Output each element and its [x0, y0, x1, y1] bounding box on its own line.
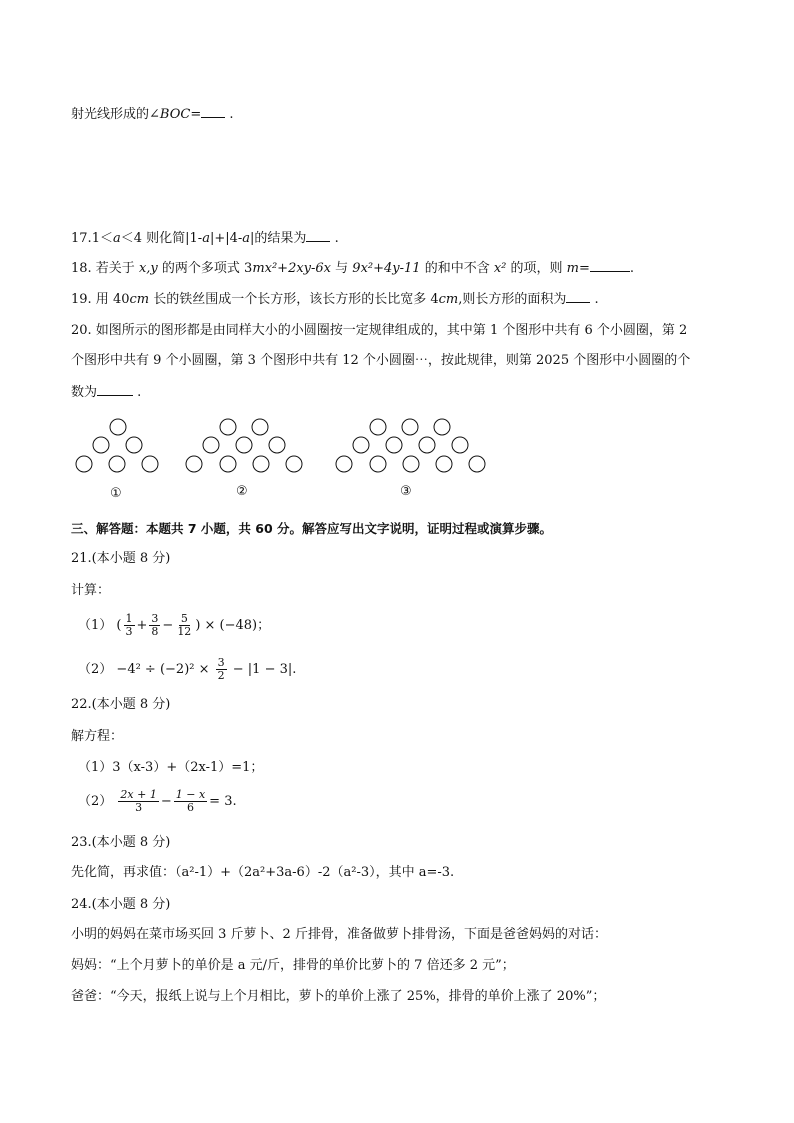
circle [370, 456, 386, 472]
denominator: 3 [125, 625, 133, 638]
circle [452, 437, 468, 453]
punct: . [232, 794, 237, 809]
question-17 [71, 229, 339, 248]
denominator: 2 [217, 669, 225, 682]
pattern-figure-3 [336, 419, 485, 499]
expr-a: −4² ÷ (−2)² × [116, 662, 214, 677]
fraction [216, 657, 227, 682]
answer-blank[interactable] [97, 383, 133, 396]
q18-term: x² [493, 261, 507, 276]
numerator: 1 [125, 612, 133, 625]
q22-title: 22.(本小题 8 分) [71, 697, 171, 712]
pattern-figure-1 [76, 419, 158, 501]
circle-pattern-figure [70, 415, 500, 505]
operator: + [136, 618, 148, 633]
q17-var3: a [242, 231, 251, 246]
circle [370, 419, 386, 435]
q21-intro: 计算： [71, 583, 111, 598]
q22-intro: 解方程： [71, 729, 124, 744]
q19-pre: 19. 用 40 [71, 292, 130, 307]
question-20-line-3 [71, 383, 141, 402]
circle [402, 419, 418, 435]
circle [286, 456, 302, 472]
part-label: （1） [78, 618, 113, 633]
fraction [118, 789, 158, 814]
q21-title: 21.(本小题 8 分) [71, 551, 171, 566]
circle [403, 456, 419, 472]
q20-dot: . [137, 385, 142, 400]
question-18 [71, 259, 634, 278]
q20-line3: 数为 [71, 385, 98, 400]
denominator: 8 [151, 625, 159, 638]
q17-cond-a: 1＜ [91, 231, 113, 246]
q17-mid: |+|4- [209, 231, 243, 246]
q21-part-2 [78, 656, 296, 684]
circle [253, 456, 269, 472]
circle [109, 456, 125, 472]
punct: . [292, 662, 297, 677]
question-19 [71, 290, 599, 309]
circle [436, 456, 452, 472]
circle [353, 437, 369, 453]
numerator: 1 − x [175, 788, 206, 801]
q19-unit1: cm [129, 292, 150, 307]
operator: − [160, 794, 172, 809]
circle [386, 437, 402, 453]
circle [252, 419, 268, 435]
circle [203, 437, 219, 453]
fraction [149, 613, 160, 638]
question-20-line-1: 20. 如图所示的图形都是由同样大小的小圆圈按一定规律组成的，其中第 1 个图形中共有 6 个小圆圈，第 2 [71, 323, 688, 338]
q18-vars: x,y [138, 261, 158, 276]
q18-mid3: 的和中不含 [420, 261, 494, 276]
q16-end: . [229, 107, 234, 122]
q24-title: 24.(本小题 8 分) [71, 897, 171, 912]
q19-mid: 长的铁丝围成一个长方形，该长方形的长比宽多 4 [149, 292, 439, 307]
q18-poly2: 9x²+4y-11 [352, 261, 421, 276]
figure-label-1: ① [110, 486, 122, 501]
rhs: = 3 [209, 794, 233, 809]
circle [142, 456, 158, 472]
punct: ； [257, 618, 271, 633]
q18-eq: = [578, 261, 590, 276]
expr-b: − |1 − 3| [228, 662, 293, 677]
circle [236, 437, 252, 453]
pattern-figure-2 [186, 419, 302, 499]
part-label: （1） [78, 760, 113, 775]
q19-dot: . [594, 292, 599, 307]
fraction [174, 789, 207, 814]
q22-part-2 [78, 788, 237, 816]
part-label: （2） [78, 662, 113, 677]
circle [419, 437, 435, 453]
circle [186, 456, 202, 472]
figure-label-3: ③ [400, 484, 412, 499]
q18-dot: . [629, 261, 635, 276]
q24-line-2: 妈妈：“上个月萝卜的单价是 a 元/斤，排骨的单价比萝卜的 7 倍还多 2 元”； [71, 958, 515, 973]
q18-mid4: 的项，则 [506, 261, 567, 276]
question-20-line-2: 个图形中共有 9 个小圆圈，第 3 个图形中共有 12 个小圆圈⋯，按此规律，则第 2025 个图形中小圆圈的个 [71, 353, 691, 368]
q24-line-1: 小明的妈妈在菜市场买回 3 斤萝卜、2 斤排骨，准备做萝卜排骨汤，下面是爸爸妈妈的对话： [71, 927, 607, 942]
q19-end: ,则长方形的面积为 [458, 292, 567, 307]
equation: 3（x-3）+（2x-1）=1； [112, 760, 264, 775]
numerator: 5 [180, 612, 188, 625]
q17-number: 17. [71, 231, 92, 246]
answer-blank[interactable] [590, 259, 630, 272]
numerator: 3 [217, 656, 225, 669]
q18-m: m [566, 261, 579, 276]
circle [76, 456, 92, 472]
circle [434, 419, 450, 435]
circle [220, 419, 236, 435]
q17-var: a [112, 231, 121, 246]
q23-title: 23.(本小题 8 分) [71, 835, 171, 850]
q16-eq: = [190, 107, 202, 122]
section-3-heading: 三、解答题：本题共 7 小题，共 60 分。解答应写出文字说明，证明过程或演算步骤。 [71, 521, 553, 536]
paren: ( [116, 618, 122, 633]
q24-line-3: 爸爸：“今天，报纸上说与上个月相比，萝卜的单价上涨了 25%，排骨的单价上涨了 20%”； [71, 989, 606, 1004]
q22-part-1 [78, 759, 263, 777]
circle [110, 419, 126, 435]
q21-part-1 [78, 612, 270, 640]
denominator: 3 [135, 801, 143, 814]
denominator: 6 [186, 801, 194, 814]
q17-end: |的结果为 [250, 231, 307, 246]
figure-label-2: ② [236, 484, 248, 499]
q18-poly1: mx²+2xy-6x [252, 261, 332, 276]
circle [469, 456, 485, 472]
circle [220, 456, 236, 472]
circle [336, 456, 352, 472]
q17-cond-b: ＜4 则化简|1- [120, 231, 203, 246]
q16-text: 射光线形成的 [71, 107, 150, 122]
answer-blank[interactable] [306, 229, 330, 242]
operator: − [162, 618, 174, 633]
answer-blank[interactable] [566, 290, 590, 303]
q17-var2: a [202, 231, 210, 246]
part-label: （2） [78, 794, 113, 809]
q17-dot: . [334, 231, 339, 246]
q16-tail [71, 105, 234, 124]
circle [269, 437, 285, 453]
answer-blank[interactable] [201, 105, 225, 118]
q16-angle: ∠BOC [149, 107, 191, 122]
fraction [124, 613, 135, 638]
q18-mid2: 与 [331, 261, 353, 276]
circle [93, 437, 109, 453]
numerator: 2x + 1 [120, 788, 157, 801]
fraction [175, 613, 193, 638]
q19-unit2: cm [438, 292, 459, 307]
denominator: 12 [177, 625, 192, 638]
q18-mid1: 的两个多项式 3 [157, 261, 253, 276]
q18-pre: 18. 若关于 [71, 261, 139, 276]
circle [126, 437, 142, 453]
close-expr: ) × (−48) [195, 618, 258, 633]
numerator: 3 [151, 612, 159, 625]
q23-text: 先化简，再求值：（a²-1）+（2a²+3a-6）-2（a²-3），其中 a=-3. [71, 865, 455, 880]
